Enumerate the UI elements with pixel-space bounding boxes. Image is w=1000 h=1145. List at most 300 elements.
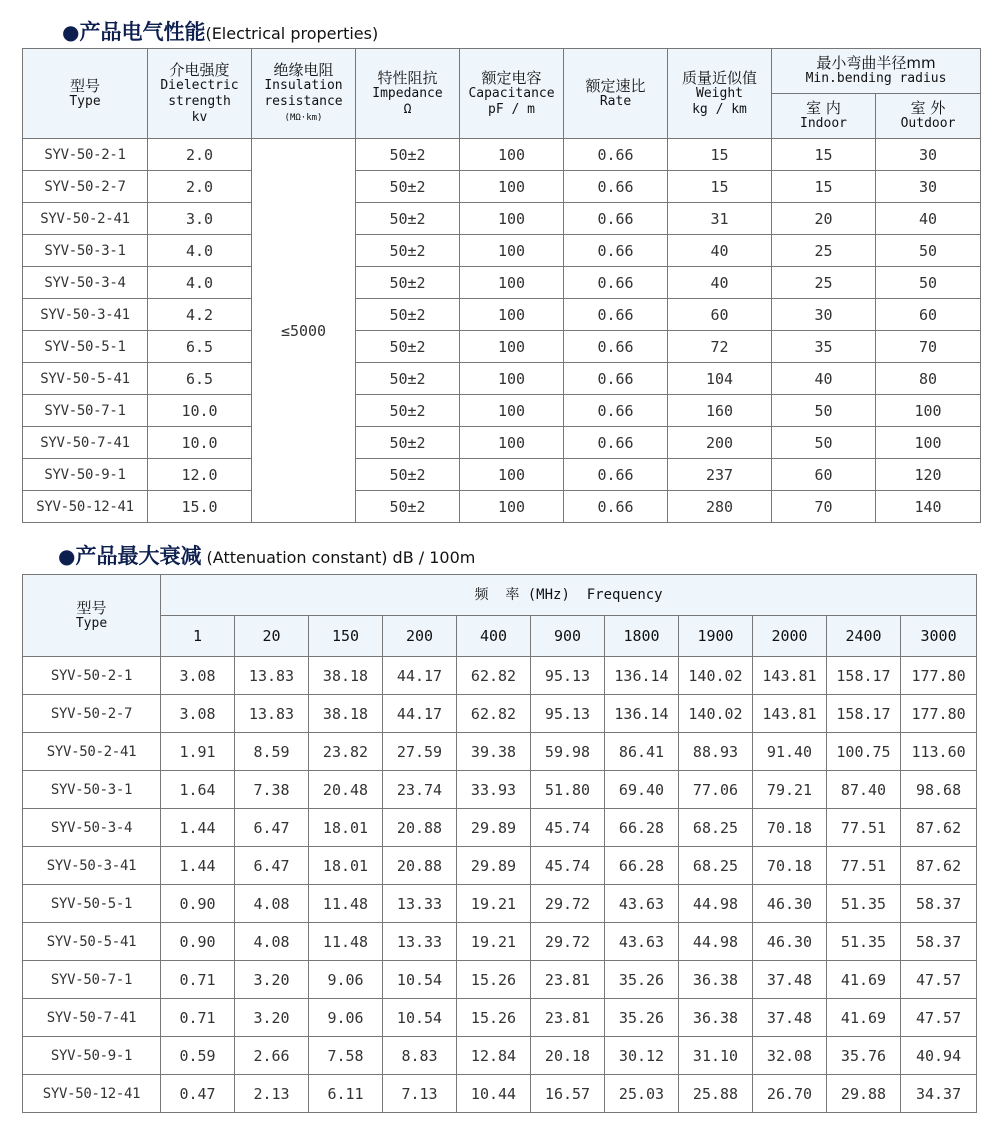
model-cell: SYV-50-3-4 bbox=[23, 809, 161, 847]
attenuation-cell: 47.57 bbox=[901, 999, 977, 1037]
model-cell: SYV-50-12-41 bbox=[23, 1075, 161, 1113]
attenuation-cell: 8.59 bbox=[235, 733, 309, 771]
model-cell: SYV-50-7-41 bbox=[23, 427, 148, 459]
attenuation-cell: 177.80 bbox=[901, 657, 977, 695]
attenuation-cell: 8.83 bbox=[383, 1037, 457, 1075]
header-type: 型号 Type bbox=[23, 49, 148, 139]
attenuation-cell: 45.74 bbox=[531, 847, 605, 885]
attenuation-cell: 2.66 bbox=[235, 1037, 309, 1075]
impedance-cell: 50±2 bbox=[356, 459, 460, 491]
attenuation-cell: 33.93 bbox=[457, 771, 531, 809]
weight-cell: 60 bbox=[668, 299, 772, 331]
attenuation-cell: 3.08 bbox=[161, 657, 235, 695]
outdoor-cell: 70 bbox=[876, 331, 981, 363]
attenuation-cell: 13.83 bbox=[235, 657, 309, 695]
capacitance-cell: 100 bbox=[460, 491, 564, 523]
attenuation-cell: 16.57 bbox=[531, 1075, 605, 1113]
indoor-cell: 35 bbox=[772, 331, 876, 363]
attenuation-cell: 44.17 bbox=[383, 657, 457, 695]
weight-cell: 72 bbox=[668, 331, 772, 363]
attenuation-cell: 18.01 bbox=[309, 809, 383, 847]
outdoor-cell: 30 bbox=[876, 139, 981, 171]
attenuation-cell: 38.18 bbox=[309, 657, 383, 695]
attenuation-cell: 9.06 bbox=[309, 961, 383, 999]
attenuation-cell: 46.30 bbox=[753, 923, 827, 961]
frequency-header-cell: 400 bbox=[457, 616, 531, 657]
attenuation-cell: 12.84 bbox=[457, 1037, 531, 1075]
attenuation-cell: 3.20 bbox=[235, 961, 309, 999]
weight-cell: 15 bbox=[668, 139, 772, 171]
model-cell: SYV-50-2-7 bbox=[23, 171, 148, 203]
table-row bbox=[23, 395, 981, 427]
attenuation-cell: 140.02 bbox=[679, 657, 753, 695]
impedance-cell: 50±2 bbox=[356, 171, 460, 203]
attenuation-cell: 44.17 bbox=[383, 695, 457, 733]
attenuation-cell: 58.37 bbox=[901, 885, 977, 923]
attenuation-cell: 158.17 bbox=[827, 657, 901, 695]
attenuation-cell: 11.48 bbox=[309, 885, 383, 923]
header-weight: 质量近似值 Weight kg / km bbox=[668, 49, 772, 139]
outdoor-cell: 80 bbox=[876, 363, 981, 395]
model-cell: SYV-50-7-1 bbox=[23, 961, 161, 999]
attenuation-cell: 43.63 bbox=[605, 923, 679, 961]
attenuation-cell: 3.08 bbox=[161, 695, 235, 733]
attenuation-cell: 70.18 bbox=[753, 847, 827, 885]
model-cell: SYV-50-3-1 bbox=[23, 771, 161, 809]
table-row bbox=[23, 923, 977, 961]
attenuation-table bbox=[22, 574, 977, 1113]
header-dielectric: 介电强度 Dielectric strength kv bbox=[148, 49, 252, 139]
rate-cell: 0.66 bbox=[564, 267, 668, 299]
attenuation-cell: 35.26 bbox=[605, 999, 679, 1037]
section-title-attenuation bbox=[58, 540, 475, 570]
rate-cell: 0.66 bbox=[564, 395, 668, 427]
indoor-cell: 70 bbox=[772, 491, 876, 523]
attenuation-cell: 0.71 bbox=[161, 961, 235, 999]
attenuation-cell: 18.01 bbox=[309, 847, 383, 885]
model-cell: SYV-50-3-4 bbox=[23, 267, 148, 299]
attenuation-cell: 87.62 bbox=[901, 847, 977, 885]
attenuation-cell: 35.76 bbox=[827, 1037, 901, 1075]
table-row bbox=[23, 999, 977, 1037]
attenuation-cell: 6.47 bbox=[235, 847, 309, 885]
capacitance-cell: 100 bbox=[460, 363, 564, 395]
table-row bbox=[23, 427, 981, 459]
dielectric-cell: 4.0 bbox=[148, 267, 252, 299]
indoor-cell: 60 bbox=[772, 459, 876, 491]
attenuation-cell: 87.40 bbox=[827, 771, 901, 809]
attenuation-cell: 23.82 bbox=[309, 733, 383, 771]
table-row bbox=[23, 299, 981, 331]
dielectric-cell: 10.0 bbox=[148, 427, 252, 459]
indoor-cell: 50 bbox=[772, 395, 876, 427]
attenuation-cell: 20.48 bbox=[309, 771, 383, 809]
attenuation-cell: 51.35 bbox=[827, 923, 901, 961]
attenuation-cell: 58.37 bbox=[901, 923, 977, 961]
table-row bbox=[23, 1075, 977, 1113]
attenuation-cell: 10.54 bbox=[383, 999, 457, 1037]
attenuation-cell: 143.81 bbox=[753, 657, 827, 695]
outdoor-cell: 100 bbox=[876, 395, 981, 427]
attenuation-cell: 13.33 bbox=[383, 923, 457, 961]
frequency-header-cell: 200 bbox=[383, 616, 457, 657]
attenuation-cell: 7.13 bbox=[383, 1075, 457, 1113]
rate-cell: 0.66 bbox=[564, 459, 668, 491]
outdoor-cell: 120 bbox=[876, 459, 981, 491]
attenuation-cell: 15.26 bbox=[457, 961, 531, 999]
outdoor-cell: 50 bbox=[876, 235, 981, 267]
attenuation-cell: 70.18 bbox=[753, 809, 827, 847]
table-row bbox=[23, 171, 981, 203]
header-rate: 额定速比 Rate bbox=[564, 49, 668, 139]
model-cell: SYV-50-9-1 bbox=[23, 1037, 161, 1075]
attenuation-cell: 1.44 bbox=[161, 847, 235, 885]
attenuation-cell: 68.25 bbox=[679, 847, 753, 885]
attenuation-cell: 79.21 bbox=[753, 771, 827, 809]
model-cell: SYV-50-5-41 bbox=[23, 363, 148, 395]
rate-cell: 0.66 bbox=[564, 363, 668, 395]
attenuation-cell: 43.63 bbox=[605, 885, 679, 923]
attenuation-cell: 36.38 bbox=[679, 999, 753, 1037]
indoor-cell: 25 bbox=[772, 267, 876, 299]
model-cell: SYV-50-5-1 bbox=[23, 331, 148, 363]
model-cell: SYV-50-3-41 bbox=[23, 299, 148, 331]
outdoor-cell: 40 bbox=[876, 203, 981, 235]
attenuation-cell: 46.30 bbox=[753, 885, 827, 923]
attenuation-cell: 51.35 bbox=[827, 885, 901, 923]
attenuation-cell: 41.69 bbox=[827, 961, 901, 999]
attenuation-cell: 69.40 bbox=[605, 771, 679, 809]
table-row bbox=[23, 235, 981, 267]
frequency-header-cell: 1800 bbox=[605, 616, 679, 657]
rate-cell: 0.66 bbox=[564, 235, 668, 267]
section-title-cn: 产品最大衰减 bbox=[75, 544, 202, 568]
indoor-cell: 40 bbox=[772, 363, 876, 395]
header-impedance: 特性阻抗 Impedance Ω bbox=[356, 49, 460, 139]
table-row bbox=[23, 657, 977, 695]
header-insulation: 绝缘电阻 Insulation resistance (MΩ·km) bbox=[252, 49, 356, 139]
attenuation-cell: 177.80 bbox=[901, 695, 977, 733]
attenuation-cell: 29.89 bbox=[457, 809, 531, 847]
weight-cell: 40 bbox=[668, 267, 772, 299]
attenuation-cell: 3.20 bbox=[235, 999, 309, 1037]
table-row bbox=[23, 459, 981, 491]
weight-cell: 31 bbox=[668, 203, 772, 235]
attenuation-cell: 9.06 bbox=[309, 999, 383, 1037]
frequency-header-cell: 2400 bbox=[827, 616, 901, 657]
attenuation-cell: 47.57 bbox=[901, 961, 977, 999]
frequency-header-cell: 20 bbox=[235, 616, 309, 657]
frequency-header-cell: 3000 bbox=[901, 616, 977, 657]
impedance-cell: 50±2 bbox=[356, 331, 460, 363]
attenuation-cell: 77.06 bbox=[679, 771, 753, 809]
frequency-header-row bbox=[23, 616, 977, 657]
attenuation-cell: 29.72 bbox=[531, 885, 605, 923]
frequency-header-cell: 150 bbox=[309, 616, 383, 657]
attenuation-cell: 27.59 bbox=[383, 733, 457, 771]
impedance-cell: 50±2 bbox=[356, 203, 460, 235]
outdoor-cell: 140 bbox=[876, 491, 981, 523]
rate-cell: 0.66 bbox=[564, 491, 668, 523]
weight-cell: 15 bbox=[668, 171, 772, 203]
section-title-en: (Attenuation constant) dB / 100m bbox=[201, 548, 476, 567]
header-outdoor: 室 外 Outdoor bbox=[876, 94, 981, 139]
attenuation-cell: 37.48 bbox=[753, 999, 827, 1037]
impedance-cell: 50±2 bbox=[356, 267, 460, 299]
header-bending-radius: 最小弯曲半径mm Min.bending radius bbox=[772, 49, 981, 94]
impedance-cell: 50±2 bbox=[356, 363, 460, 395]
model-cell: SYV-50-3-1 bbox=[23, 235, 148, 267]
indoor-cell: 15 bbox=[772, 171, 876, 203]
capacitance-cell: 100 bbox=[460, 427, 564, 459]
table-row bbox=[23, 847, 977, 885]
frequency-header-cell: 1 bbox=[161, 616, 235, 657]
attenuation-cell: 87.62 bbox=[901, 809, 977, 847]
attenuation-cell: 40.94 bbox=[901, 1037, 977, 1075]
rate-cell: 0.66 bbox=[564, 331, 668, 363]
table-row bbox=[23, 695, 977, 733]
table-row bbox=[23, 203, 981, 235]
attenuation-cell: 6.47 bbox=[235, 809, 309, 847]
attenuation-cell: 23.81 bbox=[531, 999, 605, 1037]
attenuation-cell: 7.38 bbox=[235, 771, 309, 809]
attenuation-cell: 0.71 bbox=[161, 999, 235, 1037]
section-title-en: (Electrical properties) bbox=[205, 24, 379, 43]
attenuation-cell: 25.88 bbox=[679, 1075, 753, 1113]
header-capacitance: 额定电容 Capacitance pF / m bbox=[460, 49, 564, 139]
table-row bbox=[23, 885, 977, 923]
model-cell: SYV-50-12-41 bbox=[23, 491, 148, 523]
electrical-table-body bbox=[23, 139, 981, 523]
attenuation-cell: 15.26 bbox=[457, 999, 531, 1037]
attenuation-cell: 158.17 bbox=[827, 695, 901, 733]
attenuation-cell: 66.28 bbox=[605, 847, 679, 885]
indoor-cell: 30 bbox=[772, 299, 876, 331]
model-cell: SYV-50-9-1 bbox=[23, 459, 148, 491]
attenuation-cell: 88.93 bbox=[679, 733, 753, 771]
model-cell: SYV-50-2-7 bbox=[23, 695, 161, 733]
model-cell: SYV-50-7-1 bbox=[23, 395, 148, 427]
attenuation-cell: 44.98 bbox=[679, 923, 753, 961]
attenuation-cell: 29.89 bbox=[457, 847, 531, 885]
weight-cell: 280 bbox=[668, 491, 772, 523]
capacitance-cell: 100 bbox=[460, 395, 564, 427]
impedance-cell: 50±2 bbox=[356, 427, 460, 459]
attenuation-cell: 34.37 bbox=[901, 1075, 977, 1113]
attenuation-cell: 30.12 bbox=[605, 1037, 679, 1075]
model-cell: SYV-50-5-41 bbox=[23, 923, 161, 961]
attenuation-cell: 86.41 bbox=[605, 733, 679, 771]
attenuation-cell: 77.51 bbox=[827, 847, 901, 885]
impedance-cell: 50±2 bbox=[356, 491, 460, 523]
attenuation-cell: 1.44 bbox=[161, 809, 235, 847]
attenuation-cell: 95.13 bbox=[531, 695, 605, 733]
capacitance-cell: 100 bbox=[460, 331, 564, 363]
insulation-cell: ≤5000 bbox=[252, 139, 356, 523]
attenuation-cell: 36.38 bbox=[679, 961, 753, 999]
weight-cell: 104 bbox=[668, 363, 772, 395]
table-row bbox=[23, 491, 981, 523]
dielectric-cell: 15.0 bbox=[148, 491, 252, 523]
attenuation-cell: 25.03 bbox=[605, 1075, 679, 1113]
attenuation-cell: 4.08 bbox=[235, 923, 309, 961]
attenuation-cell: 136.14 bbox=[605, 657, 679, 695]
outdoor-cell: 60 bbox=[876, 299, 981, 331]
indoor-cell: 25 bbox=[772, 235, 876, 267]
capacitance-cell: 100 bbox=[460, 299, 564, 331]
attenuation-table-body bbox=[23, 657, 977, 1113]
model-cell: SYV-50-3-41 bbox=[23, 847, 161, 885]
model-cell: SYV-50-2-1 bbox=[23, 139, 148, 171]
attenuation-cell: 10.54 bbox=[383, 961, 457, 999]
attenuation-cell: 39.38 bbox=[457, 733, 531, 771]
weight-cell: 40 bbox=[668, 235, 772, 267]
attenuation-cell: 13.33 bbox=[383, 885, 457, 923]
rate-cell: 0.66 bbox=[564, 139, 668, 171]
attenuation-cell: 45.74 bbox=[531, 809, 605, 847]
rate-cell: 0.66 bbox=[564, 171, 668, 203]
outdoor-cell: 30 bbox=[876, 171, 981, 203]
attenuation-cell: 32.08 bbox=[753, 1037, 827, 1075]
frequency-header-cell: 2000 bbox=[753, 616, 827, 657]
attenuation-cell: 91.40 bbox=[753, 733, 827, 771]
dielectric-cell: 2.0 bbox=[148, 139, 252, 171]
model-cell: SYV-50-5-1 bbox=[23, 885, 161, 923]
attenuation-cell: 44.98 bbox=[679, 885, 753, 923]
outdoor-cell: 100 bbox=[876, 427, 981, 459]
attenuation-cell: 20.18 bbox=[531, 1037, 605, 1075]
attenuation-cell: 37.48 bbox=[753, 961, 827, 999]
attenuation-cell: 0.47 bbox=[161, 1075, 235, 1113]
impedance-cell: 50±2 bbox=[356, 139, 460, 171]
capacitance-cell: 100 bbox=[460, 235, 564, 267]
attenuation-cell: 1.91 bbox=[161, 733, 235, 771]
dielectric-cell: 10.0 bbox=[148, 395, 252, 427]
indoor-cell: 20 bbox=[772, 203, 876, 235]
attenuation-cell: 35.26 bbox=[605, 961, 679, 999]
table-row bbox=[23, 809, 977, 847]
attenuation-cell: 23.74 bbox=[383, 771, 457, 809]
attenuation-cell: 95.13 bbox=[531, 657, 605, 695]
table-row bbox=[23, 771, 977, 809]
attenuation-cell: 26.70 bbox=[753, 1075, 827, 1113]
attenuation-cell: 29.72 bbox=[531, 923, 605, 961]
attenuation-cell: 11.48 bbox=[309, 923, 383, 961]
dielectric-cell: 2.0 bbox=[148, 171, 252, 203]
outdoor-cell: 50 bbox=[876, 267, 981, 299]
attenuation-cell: 51.80 bbox=[531, 771, 605, 809]
attenuation-cell: 6.11 bbox=[309, 1075, 383, 1113]
dielectric-cell: 6.5 bbox=[148, 363, 252, 395]
attenuation-cell: 31.10 bbox=[679, 1037, 753, 1075]
attenuation-cell: 136.14 bbox=[605, 695, 679, 733]
impedance-cell: 50±2 bbox=[356, 235, 460, 267]
table-row bbox=[23, 961, 977, 999]
impedance-cell: 50±2 bbox=[356, 299, 460, 331]
capacitance-cell: 100 bbox=[460, 171, 564, 203]
attenuation-cell: 140.02 bbox=[679, 695, 753, 733]
attenuation-cell: 98.68 bbox=[901, 771, 977, 809]
dielectric-cell: 12.0 bbox=[148, 459, 252, 491]
attenuation-cell: 20.88 bbox=[383, 809, 457, 847]
bullet-icon: ● bbox=[62, 20, 80, 44]
table-row bbox=[23, 363, 981, 395]
attenuation-cell: 41.69 bbox=[827, 999, 901, 1037]
rate-cell: 0.66 bbox=[564, 203, 668, 235]
attenuation-cell: 0.90 bbox=[161, 923, 235, 961]
attenuation-cell: 13.83 bbox=[235, 695, 309, 733]
table-row bbox=[23, 1037, 977, 1075]
attenuation-cell: 113.60 bbox=[901, 733, 977, 771]
weight-cell: 160 bbox=[668, 395, 772, 427]
header-indoor: 室 内 Indoor bbox=[772, 94, 876, 139]
attenuation-cell: 0.59 bbox=[161, 1037, 235, 1075]
attenuation-cell: 2.13 bbox=[235, 1075, 309, 1113]
attenuation-cell: 62.82 bbox=[457, 695, 531, 733]
attenuation-cell: 10.44 bbox=[457, 1075, 531, 1113]
attenuation-cell: 0.90 bbox=[161, 885, 235, 923]
attenuation-cell: 7.58 bbox=[309, 1037, 383, 1075]
attenuation-cell: 143.81 bbox=[753, 695, 827, 733]
attenuation-cell: 66.28 bbox=[605, 809, 679, 847]
table-row bbox=[23, 331, 981, 363]
attenuation-cell: 77.51 bbox=[827, 809, 901, 847]
attenuation-cell: 62.82 bbox=[457, 657, 531, 695]
header-frequency: 频 率 (MHz) Frequency bbox=[161, 575, 977, 616]
weight-cell: 200 bbox=[668, 427, 772, 459]
attenuation-cell: 29.88 bbox=[827, 1075, 901, 1113]
capacitance-cell: 100 bbox=[460, 203, 564, 235]
table-row bbox=[23, 733, 977, 771]
frequency-header-cell: 1900 bbox=[679, 616, 753, 657]
dielectric-cell: 3.0 bbox=[148, 203, 252, 235]
model-cell: SYV-50-2-41 bbox=[23, 733, 161, 771]
weight-cell: 237 bbox=[668, 459, 772, 491]
dielectric-cell: 4.2 bbox=[148, 299, 252, 331]
dielectric-cell: 4.0 bbox=[148, 235, 252, 267]
section-title-cn: 产品电气性能 bbox=[79, 20, 206, 44]
bullet-icon: ● bbox=[58, 544, 76, 568]
capacitance-cell: 100 bbox=[460, 459, 564, 491]
attenuation-cell: 68.25 bbox=[679, 809, 753, 847]
attenuation-cell: 20.88 bbox=[383, 847, 457, 885]
electrical-properties-table bbox=[22, 48, 981, 523]
capacitance-cell: 100 bbox=[460, 139, 564, 171]
model-cell: SYV-50-2-1 bbox=[23, 657, 161, 695]
attenuation-cell: 4.08 bbox=[235, 885, 309, 923]
header-type: 型号 Type bbox=[23, 575, 161, 657]
attenuation-cell: 23.81 bbox=[531, 961, 605, 999]
attenuation-cell: 59.98 bbox=[531, 733, 605, 771]
attenuation-cell: 1.64 bbox=[161, 771, 235, 809]
frequency-header-cell: 900 bbox=[531, 616, 605, 657]
model-cell: SYV-50-7-41 bbox=[23, 999, 161, 1037]
dielectric-cell: 6.5 bbox=[148, 331, 252, 363]
indoor-cell: 50 bbox=[772, 427, 876, 459]
indoor-cell: 15 bbox=[772, 139, 876, 171]
attenuation-cell: 19.21 bbox=[457, 885, 531, 923]
impedance-cell: 50±2 bbox=[356, 395, 460, 427]
section-title-electrical bbox=[62, 16, 378, 46]
table-row bbox=[23, 139, 981, 171]
attenuation-cell: 19.21 bbox=[457, 923, 531, 961]
attenuation-cell: 38.18 bbox=[309, 695, 383, 733]
capacitance-cell: 100 bbox=[460, 267, 564, 299]
model-cell: SYV-50-2-41 bbox=[23, 203, 148, 235]
attenuation-cell: 100.75 bbox=[827, 733, 901, 771]
rate-cell: 0.66 bbox=[564, 427, 668, 459]
rate-cell: 0.66 bbox=[564, 299, 668, 331]
